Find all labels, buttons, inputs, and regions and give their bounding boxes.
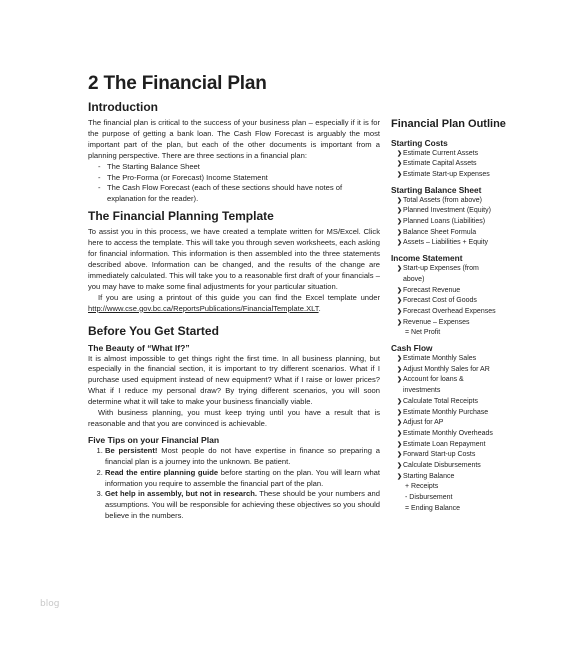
tip-item [105, 489, 380, 522]
outline-sections [391, 138, 511, 515]
outline-item: ❯ Forecast Revenue [391, 286, 511, 297]
tip-text: These should be your numbers and assumptions. You will be responsible for achieving these objectives so you should believe in the numbers. [105, 489, 380, 521]
outline-item: ❯ Estimate Monthly Sales [391, 354, 511, 365]
list-item: - The Pro-Forma (or Forecast) Income Statement [98, 173, 380, 184]
what-if-paragraph: It is almost impossible to get things right the first time. In all business planning, but especially in the financial section, it is important to try different scenarios. What if I purchase used equipment instead of new equipment? What if I raise or lower prices? What if I reduce my personal draw? By trying different scenarios, you will soon determine what it will take to make your business financially viable. [88, 353, 380, 407]
outline-item: ❯ Estimate Loan Repayment [391, 440, 511, 451]
outline-item: above) [403, 275, 425, 283]
tip-text: Most people do not have expertise in finance so preparing a financial plan is a journey into the unknown. Be patient. [105, 445, 380, 466]
section-gap [391, 339, 511, 342]
outline-item: ❯ Revenue – Expenses [391, 318, 511, 329]
tip-bold: Be persistent! [105, 445, 158, 455]
outline-list [391, 149, 511, 181]
outline-item: ❯ Calculate Total Receipts [391, 397, 511, 408]
outline-list [391, 196, 511, 250]
outline-item: ❯ Start-up Expenses (from [391, 264, 511, 275]
outline-item: ❯ Forward Start-up Costs [391, 450, 511, 461]
template-url-paragraph [88, 293, 380, 315]
url-end: . [318, 303, 321, 313]
outline-item: ❯ Adjust for AP [391, 418, 511, 429]
tips-list [88, 446, 380, 522]
outline-item: ❯ Starting Balance [391, 472, 511, 483]
outline-item: = Net Profit [405, 329, 441, 337]
outline-item: ❯ Estimate Monthly Purchase [391, 408, 511, 419]
sections-list [88, 162, 380, 206]
outline-item: = Ending Balance [405, 504, 461, 512]
outline-list [391, 354, 511, 515]
outline-item: ❯ Assets – Liabilities + Equity [391, 238, 511, 249]
outline-item: ❯ Adjust Monthly Sales for AR [391, 365, 511, 376]
introduction-heading: Introduction [88, 100, 158, 114]
outline-item: ❯ Balance Sheet Formula [391, 228, 511, 239]
outline-section-heading: Cash Flow [391, 343, 433, 354]
list-item: - The Starting Balance Sheet [98, 162, 380, 173]
outline-item: ❯ Planned Loans (Liabilities) [391, 217, 511, 228]
chapter-heading: 2 The Financial Plan [88, 73, 267, 94]
outline-item: ❯ Calculate Disbursements [391, 461, 511, 472]
tip-bold: Get help in assembly, but not in research. [105, 489, 257, 499]
outline-item: investments [403, 387, 441, 395]
tip-item [105, 468, 380, 490]
watermark: blog [40, 599, 60, 609]
section-gap [391, 249, 511, 252]
template-link[interactable]: http://www.cse.gov.bc.ca/ReportsPublications/FinancialTemplate.XLT [88, 303, 319, 313]
outline-item: + Receipts [405, 483, 439, 491]
outline-item: ❯ Estimate Current Assets [391, 149, 511, 160]
outline-item: ❯ Estimate Monthly Overheads [391, 429, 511, 440]
what-if-subheading: The Beauty of “What If?” [88, 342, 190, 353]
tips-heading: Five Tips on your Financial Plan [88, 434, 220, 445]
outline-section-heading: Income Statement [391, 253, 463, 264]
tip-item [105, 446, 380, 468]
template-paragraph: To assist you in this process, we have created a template written for MS/Excel. Click here to access the template. This will take you through seven worksheets, each asking for financial information. This information is then assembled into the three statements described above. Information can be changed, and the results of the change are immediately calculated. This will take you to a reasonable first draft of your financials – you may have to make some final adjustments for your particular situation. [88, 227, 380, 291]
outline-item: ❯ Total Assets (from above) [391, 196, 511, 207]
tip-bold: Read the entire planning guide [105, 467, 219, 477]
outline-sidebar [391, 118, 511, 515]
outline-item: - Disbursement [405, 494, 453, 502]
template-heading: The Financial Planning Template [88, 209, 274, 224]
main-column [88, 100, 380, 522]
outline-section-heading: Starting Costs [391, 137, 448, 148]
list-item: - The Cash Flow Forecast (each of these sections should have notes of explanation for the reader). [98, 183, 380, 205]
outline-title: Financial Plan Outline [391, 118, 506, 130]
tip-text: before starting on the plan. You will learn what information you require to assemble the financial part of the plan. [105, 467, 380, 488]
outline-item: ❯ Account for loans & [391, 375, 511, 386]
template-url-text: If you are using a printout of this guide you can find the Excel template under [98, 292, 380, 302]
persistence-paragraph: With business planning, you must keep trying until you have a result that is reasonable and that you are convinced is achievable. [88, 408, 380, 428]
introduction-paragraph: The financial plan is critical to the success of your business plan – especially if it is for the purpose of getting a bank loan. The Cash Flow Forecast is arguably the most important part of the plan, but each of the other documents is important from a planning perspective. There are three sections in a financial plan: [88, 118, 380, 160]
outline-section-heading: Starting Balance Sheet [391, 184, 482, 195]
outline-item: ❯ Forecast Cost of Goods [391, 296, 511, 307]
before-heading: Before You Get Started [88, 323, 219, 338]
outline-list [391, 264, 511, 339]
outline-item: ❯ Forecast Overhead Expenses [391, 307, 511, 318]
section-gap [391, 181, 511, 184]
outline-item: ❯ Estimate Capital Assets [391, 159, 511, 170]
outline-item: ❯ Estimate Start-up Expenses [391, 170, 511, 181]
outline-item: ❯ Planned Investment (Equity) [391, 206, 511, 217]
